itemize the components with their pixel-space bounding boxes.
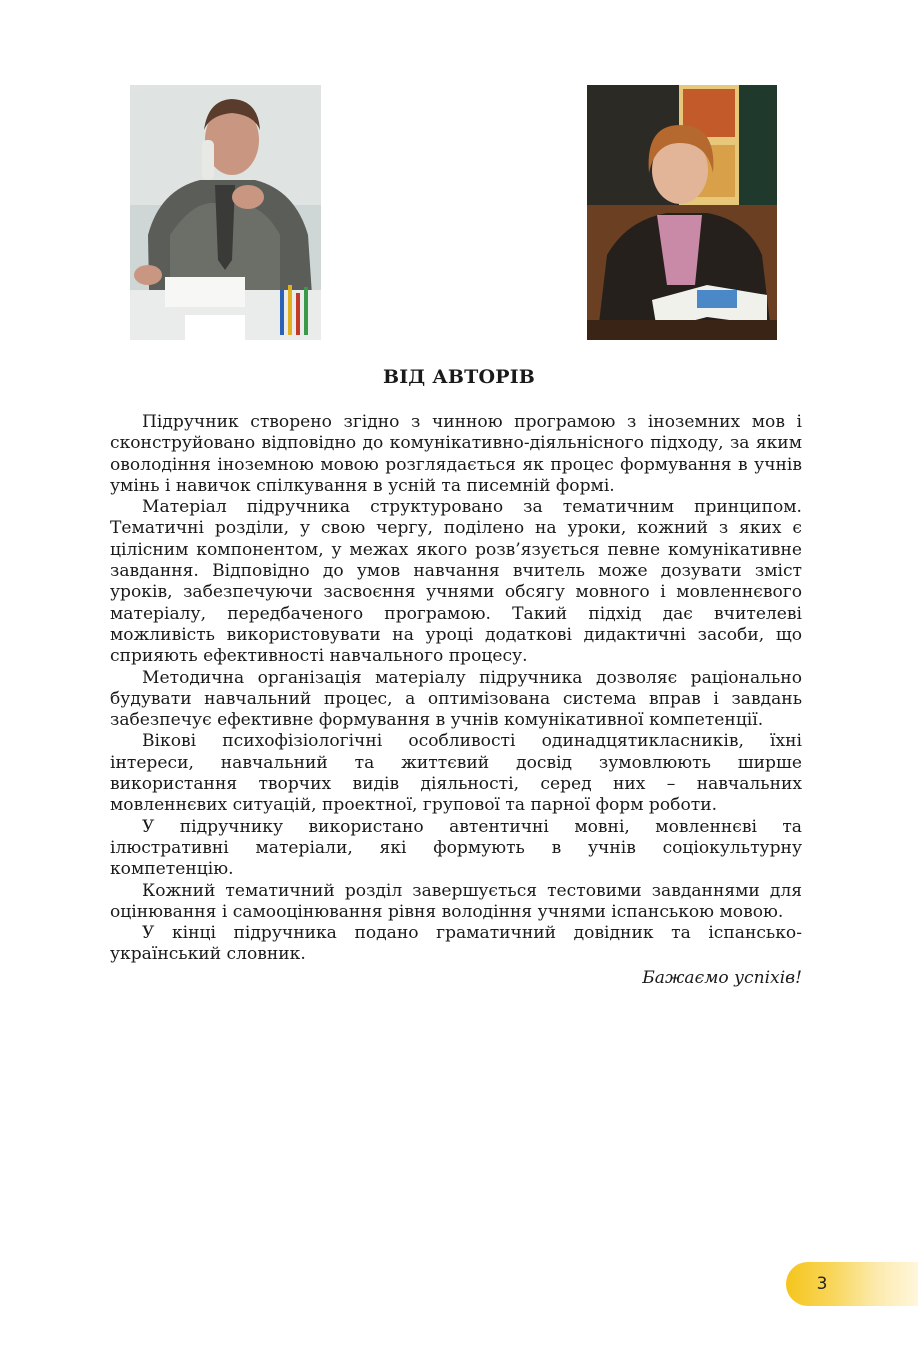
page-number-tab bbox=[786, 1262, 918, 1306]
paragraph: У кінці підручника подано граматичний довідник та іспансько-український словник. bbox=[110, 923, 802, 965]
author-photo-left bbox=[130, 85, 321, 340]
paragraph: Підручник створено згідно з чинною програмою з іноземних мов і сконструйовано відповідно до комунікативно-діяльнісного підходу, за яким оволодіння іноземною мовою розглядається як процес формування в учнів умінь і навичок спілкування в усній та писемній формі. bbox=[110, 412, 802, 496]
paragraph: Методична організація матеріалу підручника дозволяє раціонально будувати навчальний процес, а оптимізована система вправ і завдань забезпечує ефективне формування в учнів комунікативної компетенції. bbox=[110, 667, 802, 731]
paragraph: Вікові психофізіологічні особливості одинадцятикласників, їхні інтереси, навчальний та життєвий досвід зумовлюють ширше використання творчих видів діяльності, серед них – навчальних мовленнєвих ситуацій, проектної, групової та парної форм роботи. bbox=[110, 731, 802, 816]
page-title: ВІД АВТОРІВ bbox=[382, 366, 536, 388]
paragraph: Кожний тематичний розділ завершується тестовими завданнями для оцінювання і самооцінювання рівня володіння учнями іспанською мовою. bbox=[110, 880, 802, 922]
body-text bbox=[110, 412, 802, 989]
signoff: Бажаємо успіхів! bbox=[642, 967, 802, 988]
author-photo-right bbox=[587, 85, 777, 340]
paragraph: У підручнику використано автентичні мовні, мовленнєві та ілюстративні матеріали, які формують в учнів соціокультурну компетенцію. bbox=[110, 816, 802, 880]
page-number: 3 bbox=[816, 1274, 828, 1294]
paragraph: Матеріал підручника структуровано за тематичним принципом. Тематичні розділи, у свою чергу, поділено на уроки, кожний з яких є цілісним компонентом, у межах якого розв’язується певне комунікативне завдання. Відповідно до умов навчання вчитель може дозувати зміст уроків, забезпечуючи засвоєння учнями обсягу мовного і мовленнєвого матеріалу, передбаченого програмою. Такий підхід дає вчителеві можливість використовувати на уроці додаткові дидактичні засоби, що сприяють ефективності навчального процесу. bbox=[110, 497, 802, 667]
